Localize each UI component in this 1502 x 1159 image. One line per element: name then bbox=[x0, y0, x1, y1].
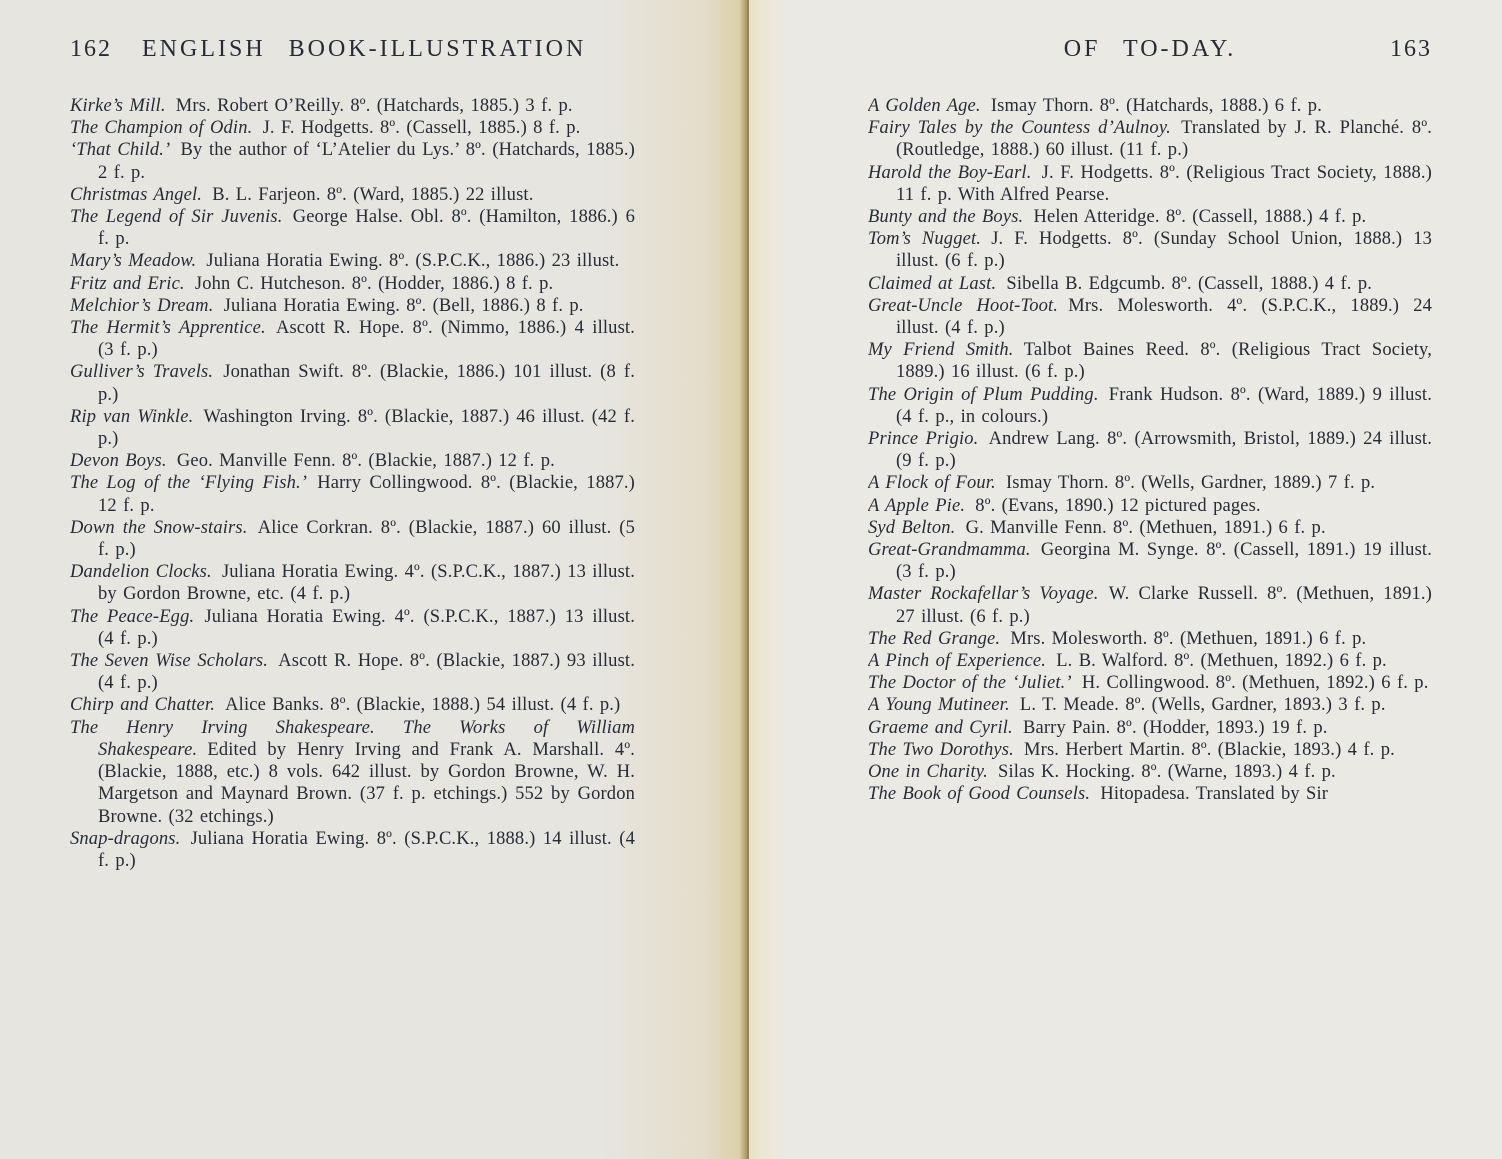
bibliography-entry bbox=[70, 317, 635, 361]
entry-title: My Friend Smith. bbox=[868, 340, 1014, 361]
bibliography-entry bbox=[70, 717, 635, 828]
entry-text: Silas K. Hocking. 8º. (Warne, 1893.) 4 f. p. bbox=[998, 762, 1336, 783]
entry-title: The Red Grange. bbox=[868, 628, 1001, 649]
bibliography-entry bbox=[868, 117, 1432, 161]
entry-text: J. F. Hodgetts. 8º. (Sunday School Union, 1888.) 13 illust. (6 f. p.) bbox=[896, 229, 1432, 272]
entry-text: Alice Corkran. 8º. (Blackie, 1887.) 60 illust. (5 f. p.) bbox=[98, 517, 635, 561]
bibliography-entry bbox=[868, 517, 1432, 539]
entry-title: A Golden Age. bbox=[868, 96, 981, 116]
bibliography-entry bbox=[868, 628, 1432, 650]
entry-text: By the author of ‘L’Atelier du Lys.’ 8º. (Hatchards, 1885.) 2 f. p. bbox=[98, 140, 635, 183]
bibliography-entry bbox=[70, 561, 635, 605]
entry-title: Gulliver’s Travels. bbox=[70, 362, 214, 383]
running-head-left bbox=[70, 36, 635, 63]
entry-title: Harold the Boy-Earl. bbox=[868, 162, 1032, 183]
bibliography-entry bbox=[868, 650, 1432, 672]
entry-title: Fritz and Eric. bbox=[70, 273, 185, 294]
entry-text: Mrs. Robert O’Reilly. 8º. (Hatchards, 1885.) 3 f. p. bbox=[175, 96, 573, 116]
entry-text: Juliana Horatia Ewing. 8º. (Bell, 1886.) 8 f. p. bbox=[223, 295, 584, 316]
bibliography-entry bbox=[868, 739, 1432, 761]
bibliography-entry bbox=[70, 361, 635, 405]
entry-text: Juliana Horatia Ewing. 4º. (S.P.C.K., 1887.) 13 illust. (4 f. p.) bbox=[98, 606, 635, 649]
entry-title: The Origin of Plum Pudding. bbox=[868, 384, 1099, 405]
bibliography-entry bbox=[70, 206, 635, 250]
bibliography-entry bbox=[868, 206, 1432, 228]
bibliography-entry bbox=[868, 783, 1432, 805]
entry-title: The Henry Irving Shakespeare. The Works of William Shakespeare. bbox=[70, 717, 635, 760]
bibliography-entry bbox=[868, 583, 1432, 627]
bibliography-entry bbox=[70, 650, 635, 694]
entry-text: G. Manville Fenn. 8º. (Methuen, 1891.) 6 f. p. bbox=[965, 517, 1326, 538]
entry-title: A Pinch of Experience. bbox=[868, 651, 1047, 672]
entry-title: Graeme and Cyril. bbox=[868, 717, 1013, 738]
bibliography-entry bbox=[868, 95, 1432, 117]
entry-text: Georgina M. Synge. 8º. (Cassell, 1891.) 19 illust. (3 f. p.) bbox=[896, 540, 1432, 583]
entry-text: J. F. Hodgetts. 8º. (Religious Tract Society, 1888.) 11 f. p. With Alfred Pearse. bbox=[896, 162, 1432, 205]
entry-text: Alice Banks. 8º. (Blackie, 1888.) 54 illust. (4 f. p.) bbox=[225, 695, 621, 716]
entry-text: Mrs. Herbert Martin. 8º. (Blackie, 1893.) 4 f. p. bbox=[1024, 739, 1395, 760]
bibliography-entry bbox=[70, 406, 635, 450]
entry-text: Sibella B. Edgcumb. 8º. (Cassell, 1888.) 4 f. p. bbox=[1006, 273, 1373, 294]
entry-title: The Peace-Egg. bbox=[70, 606, 195, 627]
bibliography-entry bbox=[868, 162, 1432, 206]
entry-text: J. F. Hodgetts. 8º. (Cassell, 1885.) 8 f. p. bbox=[262, 118, 581, 139]
bibliography-entry bbox=[868, 273, 1432, 295]
bibliography-entry bbox=[70, 694, 635, 716]
entry-text: L. B. Walford. 8º. (Methuen, 1892.) 6 f. p. bbox=[1056, 651, 1387, 672]
bibliography-entry bbox=[70, 273, 635, 295]
entry-title: ‘That Child.’ bbox=[70, 140, 171, 161]
bibliography-entry bbox=[70, 472, 635, 516]
entry-text: Washington Irving. 8º. (Blackie, 1887.) 46 illust. (42 f. p.) bbox=[98, 406, 635, 450]
bibliography-entry bbox=[70, 95, 635, 117]
entry-text: Mrs. Molesworth. 8º. (Methuen, 1891.) 6 f. p. bbox=[1010, 628, 1367, 649]
entry-text: Ismay Thorn. 8º. (Hatchards, 1888.) 6 f. p. bbox=[990, 96, 1322, 116]
entry-title: A Apple Pie. bbox=[868, 495, 966, 516]
running-title-right: OF TO-DAY. bbox=[1063, 36, 1237, 62]
page-number-right: 163 bbox=[1390, 36, 1432, 62]
entry-text: Frank Hudson. 8º. (Ward, 1889.) 9 illust. (4 f. p., in colours.) bbox=[896, 384, 1432, 427]
entry-text: Ismay Thorn. 8º. (Wells, Gardner, 1889.) 7 f. p. bbox=[1006, 473, 1376, 494]
entry-text: Talbot Baines Reed. 8º. (Religious Tract Society, 1889.) 16 illust. (6 f. p.) bbox=[896, 340, 1432, 383]
entry-title: Great-Uncle Hoot-Toot. bbox=[868, 295, 1059, 316]
entry-title: The Legend of Sir Juvenis. bbox=[70, 207, 283, 228]
entry-title: Down the Snow-stairs. bbox=[70, 517, 248, 538]
bibliography-entry bbox=[868, 672, 1432, 694]
entry-title: Tom’s Nugget. bbox=[868, 229, 982, 250]
entry-text: Hitopadesa. Translated by Sir bbox=[1100, 784, 1329, 805]
entry-title: Master Rockafellar’s Voyage. bbox=[868, 584, 1099, 605]
entry-title: Great-Grandmamma. bbox=[868, 540, 1031, 561]
running-title-left: ENGLISH BOOK-ILLUSTRATION bbox=[142, 36, 587, 62]
entry-title: The Hermit’s Apprentice. bbox=[70, 318, 266, 339]
entry-text: Harry Collingwood. 8º. (Blackie, 1887.) 12 f. p. bbox=[98, 473, 635, 516]
entry-text: Juliana Horatia Ewing. 4º. (S.P.C.K., 1887.) 13 illust. by Gordon Browne, etc. (4 f. p.) bbox=[98, 562, 635, 605]
entry-title: Kirke’s Mill. bbox=[70, 96, 166, 116]
entry-title: Mary’s Meadow. bbox=[70, 251, 197, 272]
bibliography-entry bbox=[70, 828, 635, 872]
entry-title: Rip van Winkle. bbox=[70, 406, 194, 427]
entry-title: Syd Belton. bbox=[868, 517, 956, 538]
page-162 bbox=[0, 0, 747, 1159]
entry-text: W. Clarke Russell. 8º. (Methuen, 1891.) 27 illust. (6 f. p.) bbox=[896, 584, 1432, 627]
bibliography-entry bbox=[70, 517, 635, 561]
entry-list-left bbox=[70, 95, 635, 872]
bibliography-entry bbox=[70, 295, 635, 317]
bibliography-entry bbox=[868, 339, 1432, 383]
bibliography-entry bbox=[70, 450, 635, 472]
entry-text: John C. Hutcheson. 8º. (Hodder, 1886.) 8 f. p. bbox=[194, 273, 554, 294]
entry-title: Snap-dragons. bbox=[70, 828, 181, 849]
entry-text: 8º. (Evans, 1890.) 12 pictured pages. bbox=[975, 495, 1261, 516]
entry-text: Translated by J. R. Planché. 8º. (Routledge, 1888.) 60 illust. (11 f. p.) bbox=[896, 118, 1432, 161]
entry-title: The Doctor of the ‘Juliet.’ bbox=[868, 673, 1072, 694]
entry-title: Dandelion Clocks. bbox=[70, 562, 212, 583]
bibliography-entry bbox=[70, 250, 635, 272]
bibliography-entry bbox=[868, 472, 1432, 494]
bibliography-entry bbox=[868, 717, 1432, 739]
bibliography-entry bbox=[868, 384, 1432, 428]
entry-text: Barry Pain. 8º. (Hodder, 1893.) 19 f. p. bbox=[1022, 717, 1328, 738]
bibliography-entry bbox=[868, 539, 1432, 583]
entry-title: The Two Dorothys. bbox=[868, 739, 1014, 760]
entry-title: The Log of the ‘Flying Fish.’ bbox=[70, 473, 308, 494]
entry-text: Juliana Horatia Ewing. 8º. (S.P.C.K., 1886.) 23 illust. bbox=[206, 251, 620, 272]
bibliography-entry bbox=[868, 694, 1432, 716]
entry-text: Ascott R. Hope. 8º. (Blackie, 1887.) 93 illust. (4 f. p.) bbox=[98, 651, 635, 694]
entry-text: Edited by Henry Irving and Frank A. Marshall. 4º. (Blackie, 1888, etc.) 8 vols. 642 illust. by Gordon Browne, W. H. Margetson and Maynard Brown. (37 f. p. etchings.) 552 by Gordon Browne. (32 etchings.) bbox=[98, 739, 635, 827]
entry-text: Geo. Manville Fenn. 8º. (Blackie, 1887.) 12 f. p. bbox=[176, 451, 555, 472]
entry-title: The Champion of Odin. bbox=[70, 118, 253, 139]
page-number-left: 162 bbox=[70, 36, 112, 62]
bibliography-entry bbox=[868, 295, 1432, 339]
entry-title: Prince Prigio. bbox=[868, 429, 979, 450]
bibliography-entry bbox=[868, 761, 1432, 783]
entry-title: Christmas Angel. bbox=[70, 184, 203, 205]
entry-title: Devon Boys. bbox=[70, 451, 167, 472]
bibliography-entry bbox=[70, 606, 635, 650]
entry-title: The Seven Wise Scholars. bbox=[70, 651, 269, 672]
entry-list-right bbox=[868, 95, 1432, 806]
entry-title: A Young Mutineer. bbox=[868, 695, 1010, 716]
entry-text: Andrew Lang. 8º. (Arrowsmith, Bristol, 1889.) 24 illust. (9 f. p.) bbox=[896, 429, 1432, 472]
entry-title: Chirp and Chatter. bbox=[70, 695, 215, 716]
bibliography-entry bbox=[868, 228, 1432, 272]
bibliography-entry bbox=[70, 117, 635, 139]
bibliography-entry bbox=[70, 139, 635, 183]
page-163 bbox=[747, 0, 1502, 1159]
entry-title: One in Charity. bbox=[868, 762, 988, 783]
entry-title: A Flock of Four. bbox=[868, 473, 996, 494]
bibliography-entry bbox=[70, 184, 635, 206]
entry-text: Ascott R. Hope. 8º. (Nimmo, 1886.) 4 illust. (3 f. p.) bbox=[98, 318, 635, 361]
entry-text: Jonathan Swift. 8º. (Blackie, 1886.) 101 illust. (8 f. p.) bbox=[98, 362, 635, 405]
running-head-right bbox=[868, 36, 1432, 63]
entry-text: Helen Atteridge. 8º. (Cassell, 1888.) 4 f. p. bbox=[1033, 207, 1367, 228]
entry-text: H. Collingwood. 8º. (Methuen, 1892.) 6 f. p. bbox=[1081, 673, 1429, 694]
entry-title: Fairy Tales by the Countess d’Aulnoy. bbox=[868, 118, 1171, 139]
entry-title: Claimed at Last. bbox=[868, 273, 997, 294]
entry-text: Mrs. Molesworth. 4º. (S.P.C.K., 1889.) 24 illust. (4 f. p.) bbox=[896, 295, 1432, 339]
bibliography-entry bbox=[868, 495, 1432, 517]
entry-title: Melchior’s Dream. bbox=[70, 295, 214, 316]
entry-title: Bunty and the Boys. bbox=[868, 207, 1024, 228]
bibliography-entry bbox=[868, 428, 1432, 472]
entry-text: B. L. Farjeon. 8º. (Ward, 1885.) 22 illust. bbox=[212, 184, 534, 205]
entry-text: L. T. Meade. 8º. (Wells, Gardner, 1893.) 3 f. p. bbox=[1019, 695, 1386, 716]
entry-text: Juliana Horatia Ewing. 8º. (S.P.C.K., 1888.) 14 illust. (4 f. p.) bbox=[98, 828, 635, 871]
entry-text: George Halse. Obl. 8º. (Hamilton, 1886.) 6 f. p. bbox=[98, 207, 635, 250]
entry-title: The Book of Good Counsels. bbox=[868, 784, 1091, 805]
